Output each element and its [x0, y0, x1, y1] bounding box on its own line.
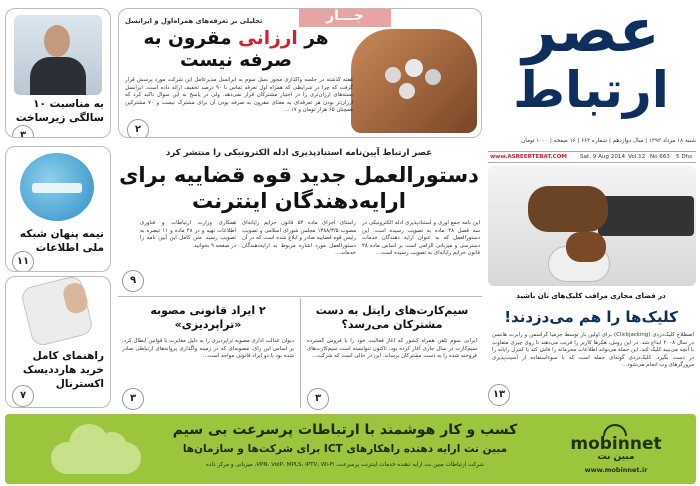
- story-card[interactable]: [300, 298, 483, 408]
- ad-website[interactable]: www.mobinnet.ir: [584, 466, 648, 474]
- left-item-1[interactable]: [5, 8, 111, 138]
- lead-kicker: عصر ارتباط آیین‌نامه استنادپذیری ادله الکترونیکی را منتشر کرد: [165, 148, 433, 158]
- keyboard-photo: [488, 166, 696, 286]
- english-date: Sat. 9 Aug 2014: [580, 154, 626, 160]
- left-item-2[interactable]: [5, 146, 111, 272]
- issue-label: No.663: [650, 154, 670, 160]
- page-number-badge: ۱۱: [12, 251, 34, 272]
- date-line: شنبه ۱۸ مرداد ۱۳۹۳ | سال دوازدهم | شماره ۶۶۳ | ۱۶ صفحه | ۱۰۰۰ تومان: [521, 138, 696, 144]
- lead-story[interactable]: [118, 146, 482, 292]
- story-card[interactable]: [118, 298, 298, 408]
- page-number-badge: ۷: [12, 385, 34, 407]
- lead-headline-1: دستورالعمل جدید قوه قضاییه برای: [119, 163, 479, 187]
- website-label: www.ASREERTEBAT.COM: [490, 154, 567, 160]
- feature-headline-line2: صرفه نیست: [179, 50, 293, 71]
- divider: [118, 296, 482, 297]
- ad-services: شرکت ارتباطات مبین نت ارایه دهنده خدمات اینترنت پرسرعت، VPN، VoIP، MPLS، IPTV، Wi-Fi، میزبانی و مرکز داده: [206, 462, 484, 468]
- ad-banner[interactable]: [5, 414, 696, 484]
- left-item-title: به مناسبت ۱۰ سالگی زیرساخت: [15, 98, 104, 124]
- page-number-badge: ۳: [122, 388, 144, 410]
- masthead-info-bar: [488, 151, 696, 163]
- hard-disk-image: [20, 276, 95, 348]
- story-headline: ۲ ایراد قانونی مصوبه «تراپردیزی»: [150, 304, 266, 331]
- feature-headline-red: ارزانی: [238, 28, 298, 49]
- network-globe-image: [20, 153, 94, 221]
- story-body: دیوان عدالت اداری مصوبه تراپردیزی را به دلیل مغایرت با قوانین ابطال کرد. بر اساس این رای، مصوبه‌ای که در زمینه واگذاری پروانه‌های ارتباطی صادر شده بود با دو ایراد قانونی مواجه است...: [122, 338, 294, 360]
- feature-headline-pre: هر: [304, 28, 329, 49]
- ad-brand-fa: مبین نت: [597, 452, 635, 462]
- story-body: ایرانی سوم تلفن همراه کشور که آغاز فعالیت خود را با فروش گسترده سیم‌کارت در سال جاری آغاز کرده بود، تاکنون نتوانسته است سیم‌کارت‌های فروخته شده را به دست مشترکان برساند. این در حالی است که شرکت...: [307, 338, 477, 360]
- left-item-title: راهنمای کامل خرید هارددیسک اکسترنال: [22, 350, 104, 390]
- feature-kicker: تحلیلی بر تعرفه‌های همراه‌اول و ایرانسل: [125, 17, 263, 25]
- page-number-badge: ۳: [12, 125, 34, 138]
- lead-headline-2: ارایه‌دهندگان اینترنت: [192, 189, 406, 213]
- left-item-title: نیمه پنهان شبکه ملی اطلاعات: [19, 228, 104, 254]
- photo-story-kicker: در فضای مجازی مراقب کلیک‌های تان باشید: [516, 292, 666, 300]
- person-photo: [14, 15, 102, 95]
- hands-coins-photo: [351, 29, 477, 133]
- volume-label: Vol.12: [628, 154, 646, 160]
- page-number-badge: ۲: [127, 119, 149, 138]
- ad-headline: کسب و کار هوشمند با ارتباطات پرسرعت بی سیم: [172, 422, 518, 438]
- logo-word-top: عصر: [522, 0, 660, 66]
- cloud-network-icon: [51, 422, 141, 476]
- story-headline: سیم‌کارت‌های رایتل به دست مشترکان می‌رسد؟: [315, 304, 469, 331]
- page-number-badge: ۳: [307, 388, 329, 410]
- top-feature[interactable]: [118, 8, 482, 138]
- left-item-3[interactable]: [5, 276, 111, 408]
- photo-story-headline[interactable]: کلیک‌ها را هم می‌دزدند!: [504, 308, 678, 326]
- feature-headline: [125, 29, 347, 49]
- photo-story-body: اصطلاح کلیک‌دزدی (Clickjacking) برای اولین بار توسط جرمیا گراسمن و رابرت هانسن در سال ۲۰۰۸ ابداع شد. در این روش، هکرها کاربر را فریب می‌دهند تا روی چیزی متفاوت با آنچه می‌بیند کلیک کند. این حمله می‌تواند اطلاعات محرمانه را فاش کند یا کنترل رایانه را در دست بگیرد. کلیک‌دزدی گونه‌ای حمله است که با سوءاستفاده از آسیب‌پذیری مرورگرهای وب انجام می‌شود...: [492, 332, 694, 369]
- feature-body: هفته گذشته در جلسه واگذاری مجوز نسل سوم به ایرانسل مدیرعامل این شرکت مورد پرسش قرار گرفت که چرا در شرایطی که همراه اول تعرفه تماس با ۹۰ درصد تخفیف ارائه داده است، ایرانسل بسته‌های ارزان‌تری را در اختیار مشترکان قرار نمی‌دهد. ولی در پاسخ به این سوال تاکید کرد که ارزان‌تر بودن هر تعرفه‌ای به معنای مقرون به صرفه بودن آن برای مشترک نیست و ۷۰ مشترکین همچنان ۶۵ هزار تومان و ۱۷ ...: [125, 77, 353, 114]
- ad-brand: mobinnet: [570, 434, 662, 454]
- ad-subline: مبین نت ارایه دهنده راهکارهای ICT برای شرکت‌ها و سازمان‌ها: [182, 443, 508, 455]
- lead-col-2: راستای اجرای ماده ۵۴ قانون جرایم رایانه‌ای مصوب ۱۳۸۸/۳/۵ مجلس شورای اسلامی و تصویب رئیس قوه قضاییه صادر و ابلاغ شده است که در آن دستورالعمل مورد اشاره مربوط به ارایه‌دهندگان خدمات...: [242, 220, 356, 257]
- masthead-logo[interactable]: [486, 2, 696, 136]
- page-number-badge: ۹: [122, 270, 144, 292]
- lead-col-1: این نامه جمع آوری و استنادپذیری ادله الکترونیکی در سه فصل ۴۸ ماده به تصویب رسیده است. این دستورالعمل که به عنوان ارایه دهندگان خدمات دسترسی و میزبانی الزامی است بر اساس ماده ۴۸ قانون جرایم رایانه‌ای به تصویب رسیده است...: [362, 220, 480, 257]
- logo-word-bottom: ارتباط: [513, 61, 669, 119]
- feature-headline-post: مقرون به: [143, 28, 232, 49]
- tag-label: جـــار: [299, 8, 391, 27]
- lead-col-3: همکاری وزارت ارتباطات و فناوری اطلاعات تهیه و در ۴۸ ماده و ۱۱ تبصره به تصویب رسید. متن کامل این آیین نامه را در صفحه ۹ بخوانید.: [140, 220, 236, 249]
- price-label: 5 Dhs: [676, 154, 693, 160]
- mobinnet-logo: [543, 428, 689, 478]
- page-number-badge: ۱۳: [488, 384, 510, 406]
